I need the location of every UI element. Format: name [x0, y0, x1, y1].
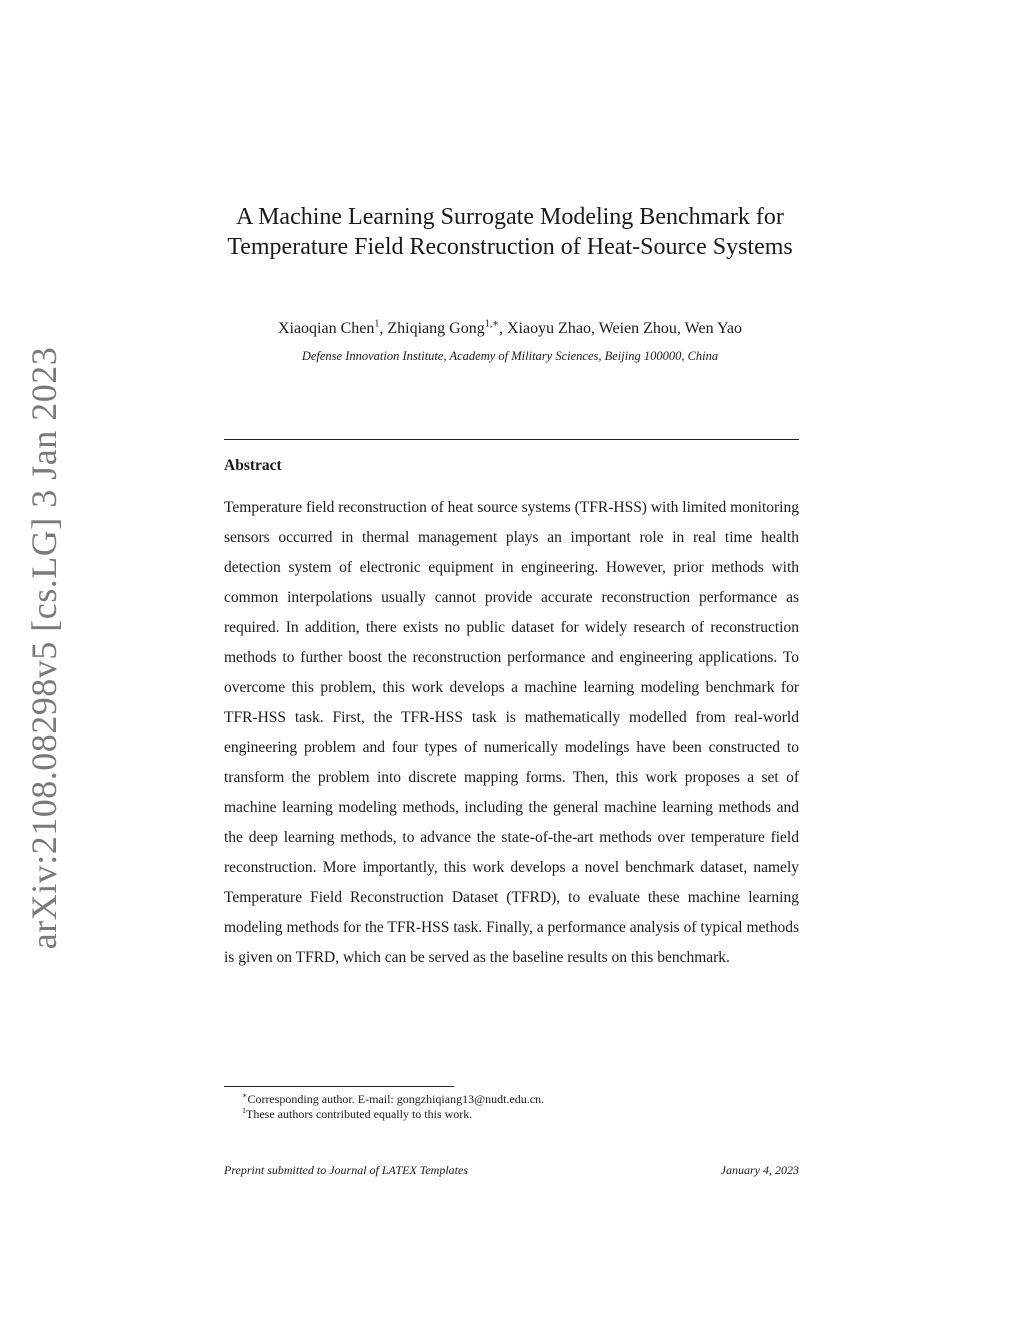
footnote-equal-contribution: [224, 1107, 799, 1122]
author-mark: 1: [374, 318, 380, 330]
footnote-mark: 1: [242, 1106, 246, 1115]
abstract-heading: Abstract: [224, 457, 282, 474]
arxiv-side-stamp: arXiv:2108.08298v5 [cs.LG] 3 Jan 2023: [24, 346, 64, 950]
footnote-rule: [224, 1086, 454, 1087]
author-name: Zhiqiang Gong: [387, 320, 485, 337]
author-mark: 1,∗: [484, 318, 499, 330]
author-names-rest: , Xiaoyu Zhao, Weien Zhou, Wen Yao: [499, 320, 743, 337]
affiliation: Defense Innovation Institute, Academy of Military Sciences, Beijing 100000, China: [301, 349, 719, 363]
abstract-top-rule: [224, 439, 799, 440]
paper-title: A Machine Learning Surrogate Modeling Benchmark for Temperature Field Reconstruction of Heat-Source Systems: [227, 204, 793, 260]
footnotes: [224, 1092, 799, 1122]
footnote-text: These authors contributed equally to this work.: [246, 1107, 473, 1121]
abstract-body: Temperature field reconstruction of heat source systems (TFR-HSS) with limited monitoring sensors occurred in thermal management plays an important role in real time health detection system of electronic equipment in engineering. However, prior methods with common interpolations usually cannot provide accurate reconstruction performance as required. In addition, there exists no public dataset for widely research of reconstruction methods to further boost the reconstruction performance and engineering applications. To overcome this problem, this work develops a machine learning modeling benchmark for TFR-HSS task. First, the TFR-HSS task is mathematically modelled from real-world engineering problem and four types of numerically modelings have been constructed to transform the problem into discrete mapping forms. Then, this work proposes a set of machine learning modeling methods, including the general machine learning methods and the deep learning methods, to advance the state-of-the-art methods over temperature field reconstruction. More importantly, this work develops a novel benchmark dataset, namely Temperature Field Reconstruction Dataset (TFRD), to evaluate these machine learning modeling methods for the TFR-HSS task. Finally, a performance analysis of typical methods is given on TFRD, which can be served as the baseline results on this benchmark.: [224, 499, 799, 966]
author-separator: ,: [379, 320, 388, 337]
footnote-text: Corresponding author. E-mail: gongzhiqiang13@nudt.edu.cn.: [247, 1092, 545, 1106]
preprint-note: Preprint submitted to Journal of LATEX Templates: [224, 1163, 469, 1177]
author-list: [220, 318, 800, 340]
footnote-mark: ∗: [242, 1091, 248, 1100]
footnote-corresponding: [224, 1092, 799, 1107]
author-name: Xiaoqian Chen: [277, 320, 375, 337]
preprint-date: January 4, 2023: [720, 1163, 799, 1177]
